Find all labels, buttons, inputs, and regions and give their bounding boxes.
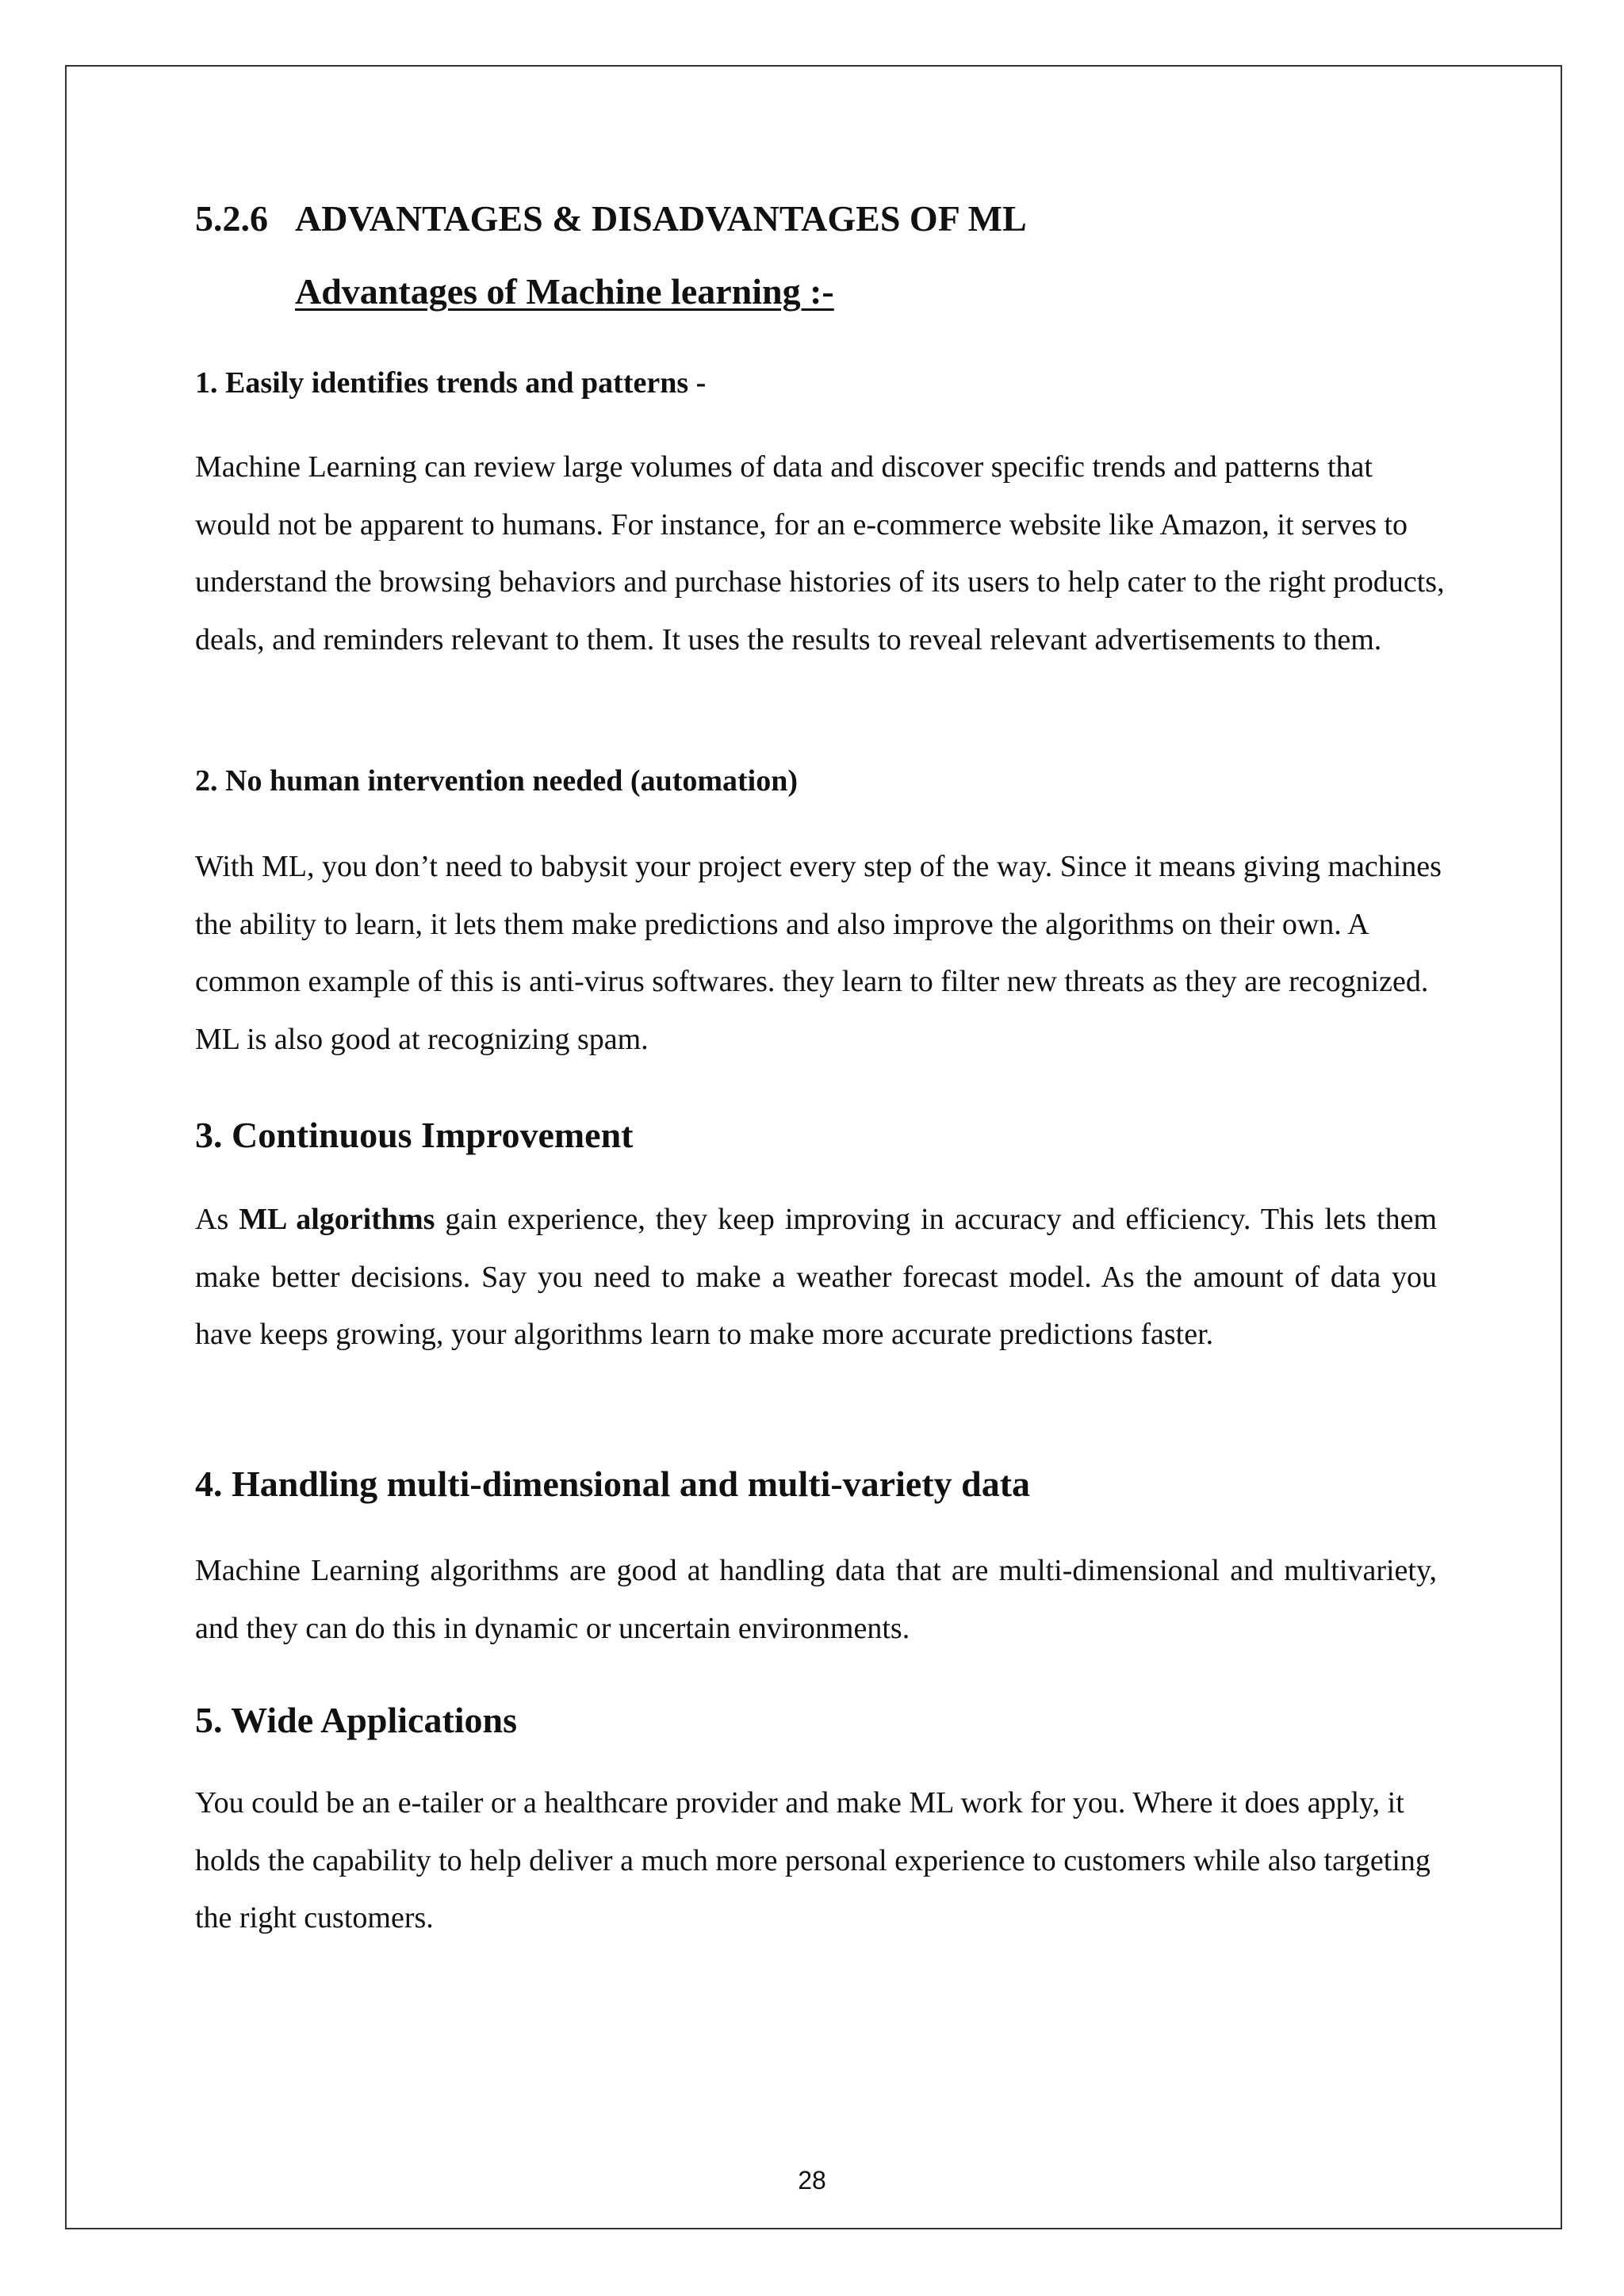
item-4-body: Machine Learning algorithms are good at handling data that are multi-dimensional and multivariety, and they can do this in dynamic or uncertain environments.: [195, 1554, 1437, 1645]
item-3-title: 3. Continuous Improvement: [195, 1115, 634, 1155]
item-3-body: As ML algorithms gain experience, they keep improving in accuracy and efficiency. This lets them make better decisions. Say you need to make a weather forecast model. As the amount of data you have keeps growing, your algorithms learn to make more accurate predictions faster.: [195, 1203, 1438, 1351]
subheading-advantages: Advantages of Machine learning :-: [295, 271, 834, 312]
item-5-body: You could be an e-tailer or a healthcare provider and make ML work for you. Where it does apply, it holds the capability to help deliver a much more personal experience to customers while also targeting the right customers.: [195, 1786, 1431, 1934]
item-2-body: With ML, you don’t need to babysit your project every step of the way. Since it means giving machines the ability to learn, it lets them make predictions and also improve the algorithms on their own. A common example of this is anti-virus softwares. they learn to filter new threats as they are recognized. ML is also good at recognizing spam.: [195, 850, 1442, 1056]
item-1-body: Machine Learning can review large volumes of data and discover specific trends and patterns that would not be apparent to humans. For instance, for an e-commerce website like Amazon, it serves to understand the browsing behaviors and purchase histories of its users to help cater to the right products, deals, and reminders relevant to them. It uses the results to reveal relevant advertisements to them.: [195, 450, 1445, 656]
item-4-title: 4. Handling multi-dimensional and multi-variety data: [195, 1464, 1031, 1504]
item-5-title: 5. Wide Applications: [195, 1700, 518, 1740]
ml-algorithms-bold: ML algorithms: [239, 1203, 435, 1236]
section-number: 5.2.6: [195, 198, 268, 239]
item-1-title: 1. Easily identifies trends and patterns -: [195, 366, 707, 400]
section-title: ADVANTAGES & DISADVANTAGES OF ML: [295, 198, 1027, 239]
page-number: 28: [798, 2166, 826, 2195]
item-2-title: 2. No human intervention needed (automation): [195, 764, 799, 798]
section-heading: [195, 195, 1027, 243]
